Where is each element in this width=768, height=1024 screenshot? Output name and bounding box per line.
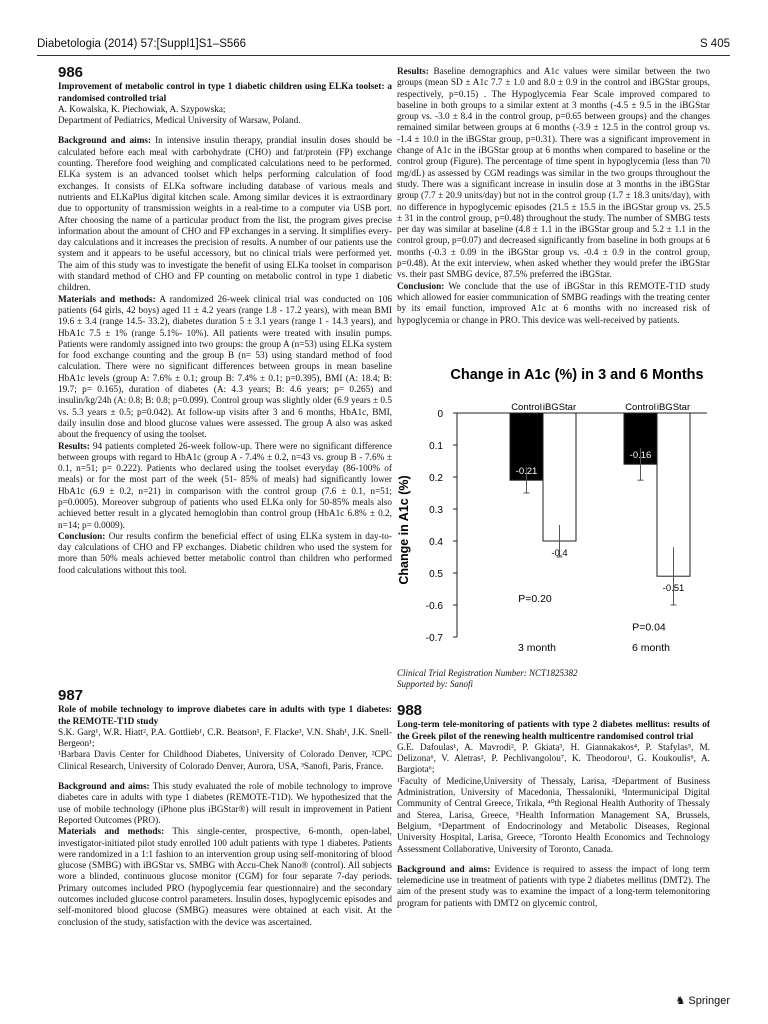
label: Results: — [58, 441, 90, 452]
bar — [543, 413, 576, 541]
value-label: -0.4 — [551, 548, 568, 559]
label: Background and aims: — [397, 864, 491, 875]
y-tick-label: 0.2 — [429, 473, 443, 484]
value-label: -0.21 — [515, 466, 538, 478]
abstract-987-title: Role of mobile technology to improve diabetes care in adults with type 1 diabetes: the REMOTE-T1D study — [58, 705, 392, 727]
value-label: -0.16 — [629, 450, 652, 462]
label: Background and aims: — [58, 782, 150, 793]
y-tick-label: -0.7 — [425, 633, 443, 644]
label: Conclusion: — [58, 531, 106, 542]
category-label: 6 month — [632, 642, 670, 654]
text: Evidence is required to assess the impact of long term telemedicine use in treatment of patients with type 2 diabetes mellitus (DMT2). The aim of the present study was to examine the impact of a long-term telemonitoring program for patients with DMT2 on glycemic control, — [397, 864, 710, 909]
label: Materials and methods: — [58, 294, 156, 305]
text: Baseline demographics and A1c values were similar between the two groups (mean SD ± A1c 7.7 ± 1.0 and 8.0 ± 0.9 in the control and iBGStar groups, respectively, p=0.15) . The Hypoglycemia Fear Scale improved compared to baseline in both groups to a similar extent at 3 months (-4.5 ± 9.5 in the iBGStar group vs. -3.0 ± 8.4 in the control group, p=0.65 between groups) and the changes remained similar between groups at 6 months (-3.9 ± 12.5 in the control group vs. -1.4 ± 10.0 in the iBGStar group, p=0.31). There was a significant improvement in change of A1c in the iBGStar group at 6 months when compared to baseline or the control group (Figure). The percentage of time spent in hypoglycemia (less than 70 mg/dL) as assessed by CGM readings was similar in the two groups throughout the study. There was a significant increase in insulin dose at 3 months in the iBGStar group (7.7 ± 20.9 units/day) but not in the control group (1.7 ± 18.3 units/day), with no difference in hypoglycemic episodes (21.5 ± 15.5 in the iBGStar group vs. 25.5 ± 31 in the control group, p=0.48) throughout the study. The number of SMBG tests per day was similar at baseline (4.8 ± 1.1 in the iBGStar group and 5.2 ± 1.1 in the control group, p=0.07) and decreased significantly from baseline in both groups at 6 months (-0.3 ± 0.09 in the iBGStar group vs. -0.4 ± 0.9 in the control group, p=0.48). At the exit interview, when asked whether they would prefer the iBGStar vs. their past SMBG device, 87.5% preferred the iBGStar. — [397, 67, 710, 281]
abstract-987-conclusion — [397, 282, 710, 327]
text: We conclude that the use of iBGStar in this REMOTE-T1D study which allowed for easier communication of SMBG readings with the treating center by its email function, improved A1c at 6 months with no increased risk of hypoglycemia or change in PRO. This device was well-received by patients. — [397, 281, 710, 326]
abstract-988-background — [397, 865, 710, 910]
y-tick-label: 0.1 — [429, 441, 443, 452]
abstract-986-conclusion — [58, 532, 392, 577]
label: Conclusion: — [397, 281, 445, 292]
series-label: iBGStar — [656, 402, 691, 413]
text: 94 patients completed 26-week follow-up. There were no significant difference between groups with regard to HbA1c (group A - 7.4% ± 0.2, n=43 vs. group B - 7.6% ± 0.1, n=51; p= 0.222). Patients who declared using the toolset everyday (86-100% of meals) or for the most part of the week (51- 85% of meals) had significantly lower HbA1c (6.9 ± 0.2, n=21) in comparison with the control group (7.6 ± 0.1, n=51; p=0.0005). Moreover subgroup of patients who used ELKa only for 50-85% meals also achieved better result in a glycated hemoglobin than control group (HbA1c 6.8% ± 0.2, n=14; p= 0.0009). — [58, 441, 392, 531]
chart-y-axis-label: Change in A1c (%) — [397, 475, 411, 585]
abstract-986-authors: A. Kowalska, K. Piechowiak, A. Szypowska; — [58, 104, 226, 115]
text: In intensive insulin therapy, prandial insulin doses should be calculated before each meal with carbohydrate (CHO) and fat/protein (FP) exchange counting. Therefore food weighing and complicated calculations need to be performed. ELKa system is an advanced toolset which helps performing calculation of food exchanges. It consists of ELKa software including database of various meals and nutrients and ELKaPlus digital kitchen scale. Among similar devices it is extraordinary due to opportunity of transmission weights in a real-time to a computer via USB port. After choosing the name of a particular product from the list, the program gives precise information about the amount of CHO and FP exchanges in a serving. It simplifies every-day calculations and it increases the precision of results. A number of our patients use the system and it appears to be useful accessory, but no clinical trials were performed yet. The aim of this study was to investigate the benefit of using ELKa toolset in comparison with standard method of CHO and FP counting on metabolic control in type 1 diabetic children. — [58, 136, 392, 294]
abstract-986-results — [58, 442, 392, 532]
category-label: 3 month — [518, 642, 556, 654]
abstract-987-affiliation: ¹Barbara Davis Center for Childhood Diabetes, University of Colorado Denver, ²CPC Clinical Research, University of Colorado Denver, Aurora, USA, ³Sanofi, Paris, France. — [58, 750, 392, 772]
publisher-logo — [675, 994, 730, 1007]
support-note: Supported by: Sanofi — [397, 679, 473, 689]
abstract-987-results — [397, 67, 710, 282]
abstract-986-affiliation: Department of Pediatrics, Medical University of Warsaw, Poland. — [58, 116, 301, 127]
abstract-986-number: 986 — [58, 64, 84, 81]
abstract-988-affiliation: ¹Faculty of Medicine,University of Thessaly, Larisa, ²Department of Business Administration, University of Macedonia, Thessaloniki, ³Intermunicipal Digital Community of Central Greece, Trikala, ⁴⁰th Regional Health Authority of Thessaly and Sterea, Larisa, Greece, ⁵Health Information Management SA, Brussels, Belgium, ⁶Department of Endocrinology and Metabolic Diseases, Regional University Hospital, Larisa, Greece, ⁷Toronto Health Economics and Technology Assessment Collaborative, University of Toronto, Canada. — [397, 776, 710, 855]
abstract-987-methods — [58, 827, 392, 929]
text: This study evaluated the role of mobile technology to improve diabetes care in adults with type 1 diabetes (REMOTE-T1D). We hypothesized that the use of mobile technology (iPhone plus iBGStar®) will result in improvement in Patient Reported Outcomes (PRO). — [58, 782, 392, 826]
abstract-986-title: Improvement of metabolic control in type 1 diabetic children using ELKa toolset: a randomised controlled trial — [58, 82, 392, 104]
y-tick-label: 0.3 — [429, 505, 443, 516]
text: Our results confirm the beneficial effect of using ELKa system in day-to-day calculations of CHO and FP exchanges. Diabetic children who used the system for more than 50% meals achieved better metabolic control than children who performed food calculations without this tool. — [58, 531, 392, 576]
p-value-label: P=0.04 — [632, 621, 666, 634]
abstract-988-title: Long-term tele-monitoring of patients with type 2 diabetes mellitus: results of the Greek pilot of the renewing health multicentre randomised control trial — [397, 720, 710, 742]
text: A randomized 26-week clinical trial was conducted on 106 patients (64 girls, 42 boys) aged 11 ± 4.2 years (range 1.8 - 17.2 years), with mean BMI 19.6 ± 3.4 (range 14.5- 33.2), diabetes duration 5 ± 3.1 years (range 1 - 14.3 years), and HbA1c 7.5 ± 1% (range 5.1%- 10%). All patients were treated with insulin pumps. Patients were randomly assigned into two groups: the group A (n=53) using ELKa system for food exchange counting and the group B (n= 53) using standard method of food calculation. There were no significant differences between groups in mean baseline HbA1c levels (group A: 7.6% ± 0.1; group B: 7.4% ± 0.1; p=0.395), BMI (A: 18.4; B: 19.7; p= 0.165), duration of diabetes (A: 4.3 years; B: 4.6 years; p= 0.265) and insulin/kg/24h (A: 0.8; B: 0.8; p=0.099). Control group was slightly older (6.9 years ± 0.5 vs. 5.3 years ± 0.5; p=0.042). At follow-up visits after 3 and 6 months, HbA1c, BMI, daily insulin dose and blood glucose values were assessed. The group A also was asked about the frequency of using the toolset. — [58, 294, 392, 441]
label: Results: — [397, 67, 429, 77]
abstract-987-number: 987 — [58, 687, 84, 704]
abstract-988-authors: G.E. Dafoulas¹, A. Mavrodi², P. Gkiata³, H. Giannakakos⁴, P. Stafylas⁵, M. Delizona⁶, V. Aletras², P. Pechlivangolou⁷, K. Theodorou¹, G. Koukoulis⁶, A. Bargiota⁶; — [397, 742, 710, 776]
series-label: Control — [625, 402, 656, 413]
journal-header: Diabetologia (2014) 57:[Suppl1]S1–S566 — [37, 38, 247, 50]
a1c-change-chart — [395, 365, 715, 665]
abstract-986-methods — [58, 295, 392, 442]
publisher-name: Springer — [688, 995, 730, 1007]
y-tick-label: -0.6 — [425, 601, 443, 612]
series-label: Control — [511, 402, 542, 413]
chart-title: Change in A1c (%) in 3 and 6 Months — [450, 367, 704, 383]
abstract-986-background — [58, 136, 392, 294]
value-label: -0.51 — [662, 583, 685, 595]
y-tick-label: 0 — [437, 409, 443, 420]
text: This single-center, prospective, 6-month, open-label, investigator-initiated pilot study enrolled 100 adult patients with type 1 diabetes. Patients were randomized in a 1:1 fashion to an intervention group using self-monitoring of blood glucose (SMBG) with iBGStar vs. SMBG with Accu-Chek Nano® (control). All subjects wore a blinded, continuous glucose monitor (CGM) for four separate 7-day periods. Primary outcomes included PRO (hypoglycemia fear questionnaire) and the secondary outcomes included glucose control parameters. Insulin doses, hypoglycemic episodes and self-monitored blood glucose (SMBG) measures were obtained at each visit. At the conclusion of the study, satisfaction with the device was ascertained. — [58, 827, 392, 928]
y-tick-label: 0.4 — [429, 537, 443, 548]
registration-note: Clinical Trial Registration Number: NCT1825382 — [397, 668, 578, 678]
label: Materials and methods: — [58, 827, 165, 838]
abstract-988-number: 988 — [397, 702, 423, 719]
y-tick-label: 0.5 — [429, 569, 443, 580]
abstract-987-authors: S.K. Garg¹, W.R. Hiatt², P.A. Gottlieb¹, C.R. Beatson¹, F. Flacke³, V.N. Shah¹, J.K. Snell-Bergeon¹; — [58, 727, 392, 750]
page-number: S 405 — [699, 38, 730, 50]
label: Background and aims: — [58, 136, 152, 147]
left-column — [58, 64, 392, 577]
left-column-lower — [58, 687, 392, 929]
header-rule — [37, 55, 730, 56]
right-column — [397, 67, 710, 327]
right-column-lower — [397, 702, 710, 910]
p-value-label: P=0.20 — [518, 592, 552, 605]
series-label: iBGStar — [542, 402, 577, 413]
abstract-987-background — [58, 782, 392, 827]
springer-horse-icon: ♞ — [675, 995, 686, 1007]
